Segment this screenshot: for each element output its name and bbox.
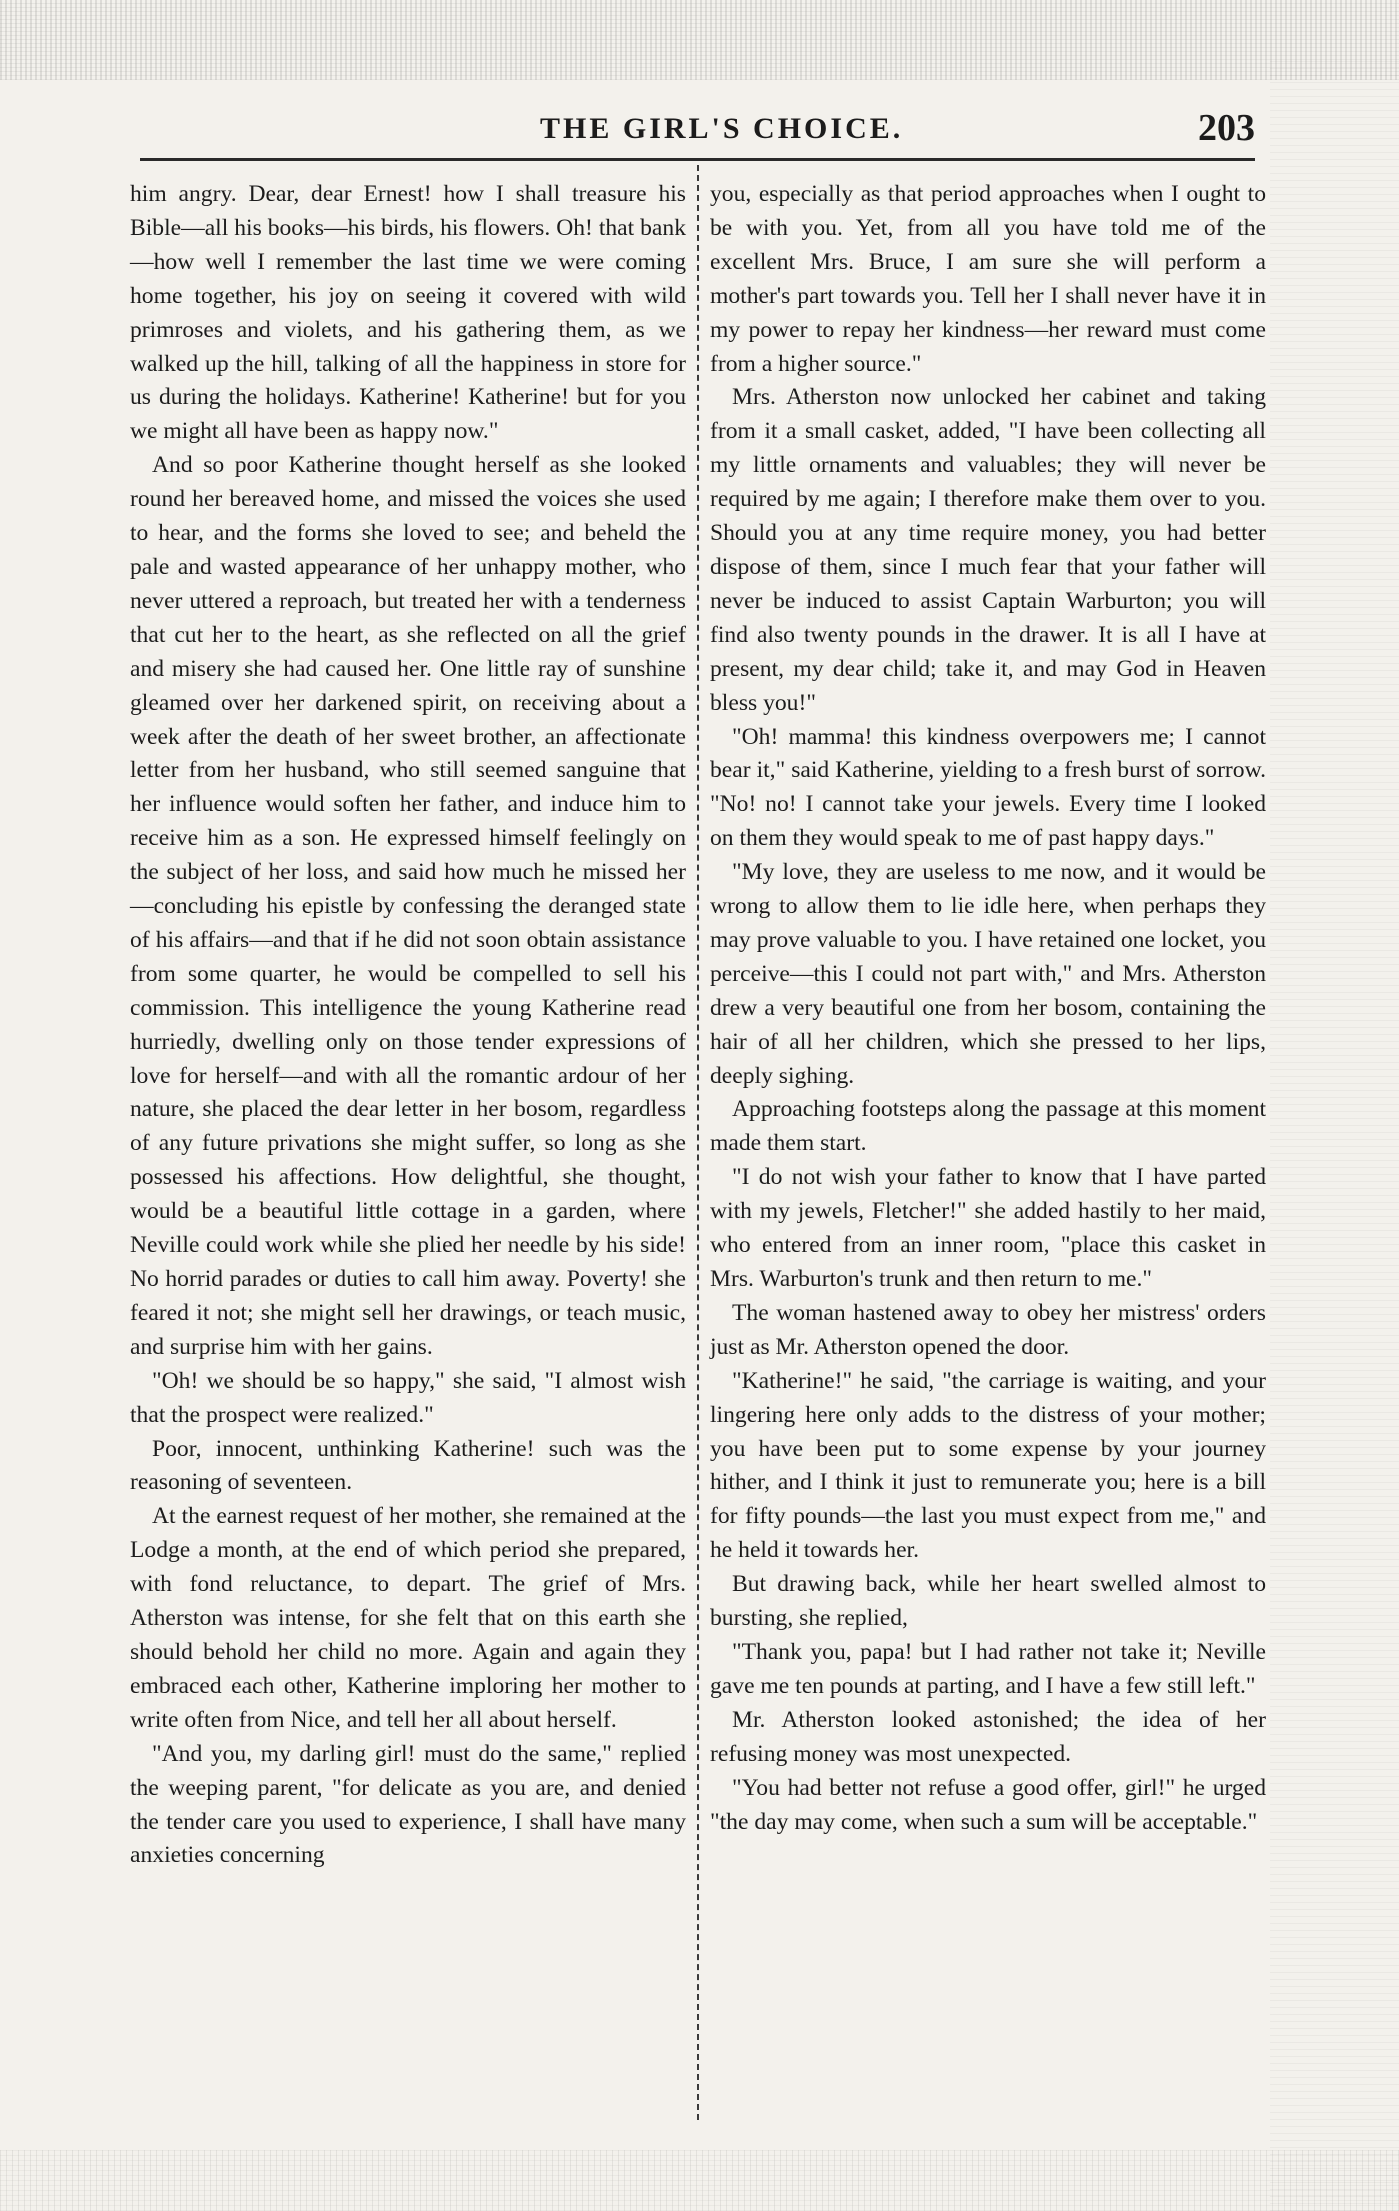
paragraph: Mrs. Atherston now unlocked her cabinet and taking from it a small casket, added, "I have been collecting all my little ornaments and valuables; they will never be required by me again; I therefore make them over to you. Should you at any time require money, you had better dispose of them, since I much fear that your father will never be induced to assist Captain Warburton; you will find also twenty pounds in the drawer. It is all I have at present, my dear child; take it, and may God in Heaven bless you!" bbox=[710, 384, 1266, 716]
paragraph: But drawing back, while her heart swelled almost to bursting, she replied, bbox=[710, 1571, 1266, 1632]
paragraph: Poor, innocent, unthinking Katherine! such was the reasoning of seventeen. bbox=[130, 1435, 686, 1496]
paragraph: "And you, my darling girl! must do the same," replied the weeping parent, "for delicate as you are, and denied the tender care you used to experience, I shall have many anxieties concerning bbox=[130, 1740, 686, 1869]
paragraph: And so poor Katherine thought herself as she looked round her bereaved home, and missed the voices she used to hear, and the forms she loved to see; and beheld the pale and wasted appearance of her unhappy mother, who never uttered a reproach, but treated her with a tenderness that cut her to the heart, as she reflected on all the grief and misery she had caused her. One little ray of sunshine gleamed over her darkened spirit, on receiving about a week after the death of her sweet brother, an affectionate letter from her husband, who still seemed sanguine that her influence would soften her father, and induce him to receive him as a son. He expressed himself feelingly on the subject of her loss, and said how much he missed her—concluding his epistle by confessing the deranged state of his affairs—and that if he did not soon obtain assistance from some quarter, he would be compelled to sell his commission. This intelligence the young Katherine read hurriedly, dwelling only on those tender expressions of love for herself—and with all the romantic ardour of her nature, she placed the dear letter in her bosom, regardless of any future privations she might suffer, so long as she possessed his affections. How delightful, she thought, would be a beautiful little cottage in a garden, where Neville could work while she plied her needle by his side! No horrid parades or duties to call him away. Poverty! she feared it not; she might sell her drawings, or teach music, and surprise him with her gains. bbox=[130, 452, 686, 1360]
scan-noise-top bbox=[0, 0, 1399, 80]
running-title: THE GIRL'S CHOICE. bbox=[540, 112, 904, 145]
paragraph: "Oh! we should be so happy," she said, "I almost wish that the prospect were realized." bbox=[130, 1367, 686, 1428]
header-rule bbox=[140, 158, 1255, 161]
scan-noise-right bbox=[1270, 60, 1399, 2211]
paragraph: "Katherine!" he said, "the carriage is waiting, and your lingering here only adds to the distress of your mother; you have been put to some expense by your journey hither, and I think it just to remunerate you; here is a bill for fifty pounds—the last you must expect from me," and he held it towards her. bbox=[710, 1367, 1266, 1564]
paragraph: "Oh! mamma! this kindness overpowers me; I cannot bear it," said Katherine, yielding to a fresh burst of sorrow. "No! no! I cannot take your jewels. Every time I looked on them they would speak to me of past happy days." bbox=[710, 723, 1266, 852]
left-column bbox=[130, 178, 686, 1873]
paragraph: Mr. Atherston looked astonished; the idea of her refusing money was most unexpected. bbox=[710, 1706, 1266, 1767]
paragraph: The woman hastened away to obey her mistress' orders just as Mr. Atherston opened the door. bbox=[710, 1299, 1266, 1360]
column-divider bbox=[697, 165, 699, 2120]
page-number: 203 bbox=[1198, 107, 1255, 149]
paragraph: "I do not wish your father to know that I have parted with my jewels, Fletcher!" she added hastily to her maid, who entered from an inner room, "place this casket in Mrs. Warburton's trunk and then return to me." bbox=[710, 1164, 1266, 1292]
page-header bbox=[140, 108, 1255, 160]
paragraph: him angry. Dear, dear Ernest! how I shall treasure his Bible—all his books—his birds, his flowers. Oh! that bank—how well I remember the last time we were coming home together, his joy on seeing it covered with wild primroses and violets, and his gathering them, as we walked up the hill, talking of all the happiness in store for us during the holidays. Katherine! Katherine! but for you we might all have been as happy now." bbox=[130, 181, 686, 445]
paragraph: Approaching footsteps along the passage at this moment made them start. bbox=[710, 1096, 1266, 1157]
paragraph: At the earnest request of her mother, she remained at the Lodge a month, at the end of which period she prepared, with fond reluctance, to depart. The grief of Mrs. Atherston was intense, for she felt that on this earth she should behold her child no more. Again and again they embraced each other, Katherine imploring her mother to write often from Nice, and tell her all about herself. bbox=[130, 1503, 686, 1733]
right-column bbox=[710, 178, 1266, 1839]
paragraph: "Thank you, papa! but I had rather not take it; Neville gave me ten pounds at parting, and I have a few still left." bbox=[710, 1638, 1266, 1699]
scan-noise-bottom bbox=[0, 2150, 1399, 2211]
paragraph: you, especially as that period approaches when I ought to be with you. Yet, from all you have told me of the excellent Mrs. Bruce, I am sure she will perform a mother's part towards you. Tell her I shall never have it in my power to repay her kindness—her reward must come from a higher source." bbox=[710, 181, 1266, 377]
paragraph: "You had better not refuse a good offer, girl!" he urged "the day may come, when such a sum will be acceptable." bbox=[710, 1774, 1266, 1835]
paragraph: "My love, they are useless to me now, and it would be wrong to allow them to lie idle here, when perhaps they may prove valuable to you. I have retained one locket, you perceive—this I could not part with," and Mrs. Atherston drew a very beautiful one from her bosom, containing the hair of all her children, which she pressed to her lips, deeply sighing. bbox=[710, 859, 1266, 1089]
